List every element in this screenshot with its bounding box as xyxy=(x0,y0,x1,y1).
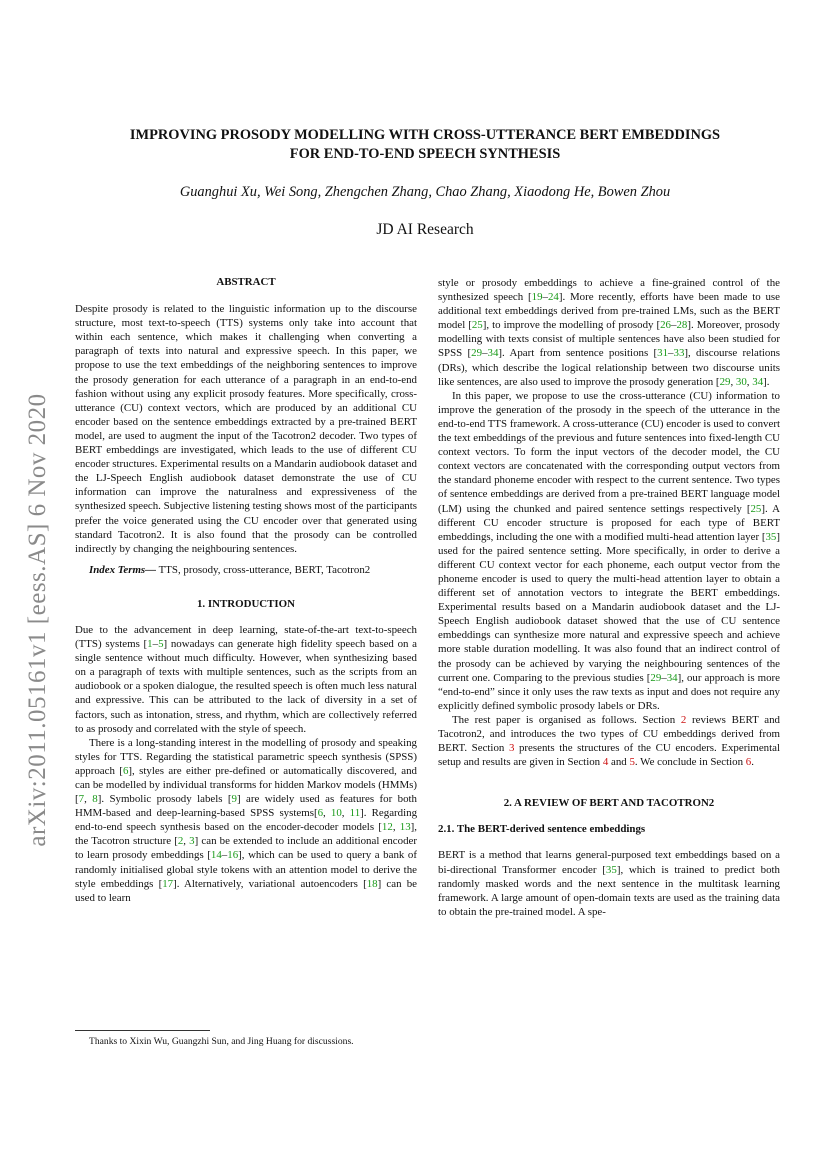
abstract-heading: ABSTRACT xyxy=(216,276,276,288)
citation-link[interactable]: 28 xyxy=(676,319,688,332)
section-ref-link[interactable]: 6 xyxy=(745,756,752,769)
citation-link[interactable]: 29 xyxy=(719,375,731,388)
citation-link[interactable]: 30 xyxy=(735,375,747,388)
subsection-heading-bert: 2.1. The BERT-derived sentence embeddings xyxy=(438,823,646,836)
citation-link[interactable]: 1 xyxy=(147,638,153,651)
section-heading-review: 2. A REVIEW OF BERT AND TACOTRON2 xyxy=(503,797,715,810)
section-ref-link[interactable]: 4 xyxy=(602,756,609,769)
arxiv-identifier[interactable]: arXiv:2011.05161v1 [eess.AS] 6 Nov 2020 xyxy=(24,393,51,847)
author-list: Guanghui Xu, Wei Song, Zhengchen Zhang, Chao Zhang, Xiaodong He, Bowen Zhou xyxy=(179,184,671,200)
citation-link[interactable]: 10 xyxy=(330,807,342,820)
citation-link[interactable]: 33 xyxy=(673,347,685,360)
citation-link[interactable]: 34 xyxy=(752,375,764,388)
citation-link[interactable]: 11 xyxy=(349,807,361,820)
intro-paragraph-3: style or prosody embeddings to achieve a fine-grained control of the synthesized speech [19–24]. More recently, efforts have been made to use additional text embeddings derived from pre-trained LMs, such as the BERT model [25], to improve the modelling of prosody [26–28]. Moreover, prosody modelling with texts consist of multiple sentences have also been studied for SPSS [29–34]. Apart from sentence positions [31–33], discourse relations (DRs), which describe the logical relationship between two discourse units like sentences, are also used to improve the prosody generation [29, 30, 34]. xyxy=(438,277,781,388)
title-line-2: FOR END-TO-END SPEECH SYNTHESIS xyxy=(289,146,561,162)
footnote: Thanks to Xixin Wu, Guangzhi Sun, and Jing Huang for discussions. xyxy=(89,1036,354,1047)
citation-link[interactable]: 12 xyxy=(381,821,393,834)
citation-link[interactable]: 35 xyxy=(765,530,777,543)
citation-link[interactable]: 26 xyxy=(660,319,671,332)
citation-link[interactable]: 25 xyxy=(750,502,762,515)
citation-link[interactable]: 7 xyxy=(78,793,85,806)
intro-paragraph-2: There is a long-standing interest in the modelling of prosody and speaking styles for TTS. Regarding the statistical parametric speech synthesis (SPSS) approach [6], styles are either pre-defined or automatically discovered, and can be modelled by individual transforms for hidden Markov models (HMMs)[7, 8]. Symbolic prosody labels [9] are widely used as features for both HMM-based and deep-learning-based SPSS systems[6, 10, 11]. Regarding end-to-end speech synthesis based on the encoder-decoder models [12, 13], the Tacotron structure [2, 3] can be extended to include an additional encoder to learn prosody embeddings [14–16], which can be used to query a bank of randomly initialised global style tokens with an attention model to derive the style embeddings [17]. Alternatively, variational autoencoders [18] can be used to learn xyxy=(75,736,418,904)
citation-link[interactable]: 3 xyxy=(189,835,195,848)
citation-link[interactable]: 5 xyxy=(158,638,164,651)
citation-link[interactable]: 29 xyxy=(650,671,662,684)
citation-link[interactable]: 25 xyxy=(471,319,483,332)
citation-link[interactable]: 29 xyxy=(471,347,483,360)
citation-link[interactable]: 13 xyxy=(399,821,411,834)
section-heading-introduction: 1. INTRODUCTION xyxy=(196,597,296,610)
citation-link[interactable]: 9 xyxy=(231,793,237,806)
citation-link[interactable]: 19 xyxy=(531,291,543,304)
citation-link[interactable]: 6 xyxy=(317,807,324,820)
intro-paragraph-1: Due to the advancement in deep learning, state-of-the-art text-to-speech (TTS) systems [1–5] nowadays can generate high fidelity speech based on a single sentence without much difficulty. However, when synthesizing based on a paragraph of texts with multiple sentences, such as the scripts from an audiobook or a spoken dialogue, the resulted speech is often much less natural and expressive. This can be attributed to the lack of diversity in a set of factors, such as intonation, stress, and rhythm, which are collectively referred to as prosody and correlated with the style of speech. xyxy=(75,623,418,735)
citation-link[interactable]: 18 xyxy=(366,877,378,890)
intro-paragraph-5: The rest paper is organised as follows. Section 2 reviews BERT and Tacotron2, and introduces the two types of CU embeddings derived from BERT. Section 3 presents the structures of the CU encoders. Experimental setup and results are given in Section 4 and 5. We conclude in Section 6. xyxy=(438,713,780,769)
index-terms-label: Index Terms— xyxy=(89,563,157,576)
citation-link[interactable]: 24 xyxy=(547,291,559,304)
section-ref-link[interactable]: 3 xyxy=(508,742,515,755)
section-ref-link[interactable]: 5 xyxy=(629,756,635,769)
arxiv-sidebar xyxy=(18,350,58,890)
citation-link[interactable]: 2 xyxy=(177,835,184,848)
citation-link[interactable]: 31 xyxy=(657,347,669,360)
index-terms xyxy=(75,563,417,577)
left-column xyxy=(75,275,417,905)
citation-link[interactable]: 17 xyxy=(162,877,174,890)
citation-link[interactable]: 34 xyxy=(666,671,678,684)
bert-paragraph: BERT is a method that learns general-purposed text embeddings based on a bi-directional Transformer encoder [35], which is trained to predict both randomly masked words and the next sentence in the multitask learning framework. A large amount of open-domain texts are used as the training data to obtain the pre-trained model. A spe- xyxy=(438,849,780,918)
citation-link[interactable]: 35 xyxy=(605,863,617,876)
affiliation: JD AI Research xyxy=(376,221,474,238)
section-ref-link[interactable]: 2 xyxy=(680,713,687,726)
citation-link[interactable]: 14 xyxy=(210,849,222,862)
index-terms-list: TTS, prosody, cross-utterance, BERT, Tacotron2 xyxy=(156,563,371,576)
right-column xyxy=(438,276,780,919)
citation-link[interactable]: 34 xyxy=(487,347,499,360)
intro-paragraph-4: In this paper, we propose to use the cross-utterance (CU) information to improve the generation of the prosody in the speech of the utterance in the end-to-end TTS framework. A cross-utterance (CU) encoder is used to convert the text embeddings of the previous and future sentences into fixed-length CU context vectors. To form the input vectors of the decoder model, the CU context vectors are concatenated with the corresponding output vectors from the standard phoneme encoder with respect to the current sentence. Two types of sentence embeddings are derived from a pre-trained BERT language model (LM) using the chunked and paired sentence settings respectively [25]. A different CU encoder structure is proposed for each type of BERT embeddings, including the one with a modified multi-head attention layer [35] used for the paired sentence setting. More specifically, in order to derive a different CU context vector for each phoneme, each output vector from the phoneme encoder is used to query the multi-head attention layer to obtain a different set of annotation vectors to integrate the BERT embeddings. Experimental results based on a Mandarin audiobook dataset and the LJ-Speech English audiobook dataset showed that the use of CU sentence embeddings can synthesize more natural and expressive speech and achieve more stable duration modelling. It was also found that an indirect control of the prosody can be achieved by varying the neighbouring sentences of the current one. Comparing to the previous studies [29–34], our approach is more “end-to-end” since it only uses the raw texts as input and does not require any explicitly defined symbolic prosody labels or DRs. xyxy=(438,389,781,712)
paper-title xyxy=(60,126,790,164)
citation-link[interactable]: 16 xyxy=(227,849,239,862)
citation-link[interactable]: 6 xyxy=(122,764,129,777)
footnote-divider xyxy=(75,1030,210,1031)
title-line-1: IMPROVING PROSODY MODELLING WITH CROSS-UTTERANCE BERT EMBEDDINGS xyxy=(129,127,721,143)
abstract-text: Despite prosody is related to the linguistic information up to the discourse structure, most text-to-speech (TTS) systems only take into account that within each sentence, which makes it challenging when converting a paragraph of texts into natural and expressive speech. In this paper, we propose to use the text embeddings of the neighboring sentences to improve the prosody generation for each utterance of a paragraph in an end-to-end fashion without using any explicit prosody features. More specifically, cross-utterance (CU) context vectors, which are produced by an additional CU encoder based on the sentence embeddings extracted by a pre-trained BERT model, are used to augment the input of the Tacotron2 decoder. Two types of BERT embeddings are investigated, which leads to the use of different CU encoder structures. Experimental results on a Mandarin audiobook dataset and the LJ-Speech English audiobook dataset demonstrate the use of CU information can improve the naturalness and expressiveness of the synthesized speech. Subjective listening testing shows most of the participants prefer the voice generated using the CU encoder over that generated using standard Tacotron2. It is also found that the prosody can be controlled indirectly by changing the neighbouring sentences. xyxy=(75,303,417,555)
citation-link[interactable]: 8 xyxy=(92,793,98,806)
